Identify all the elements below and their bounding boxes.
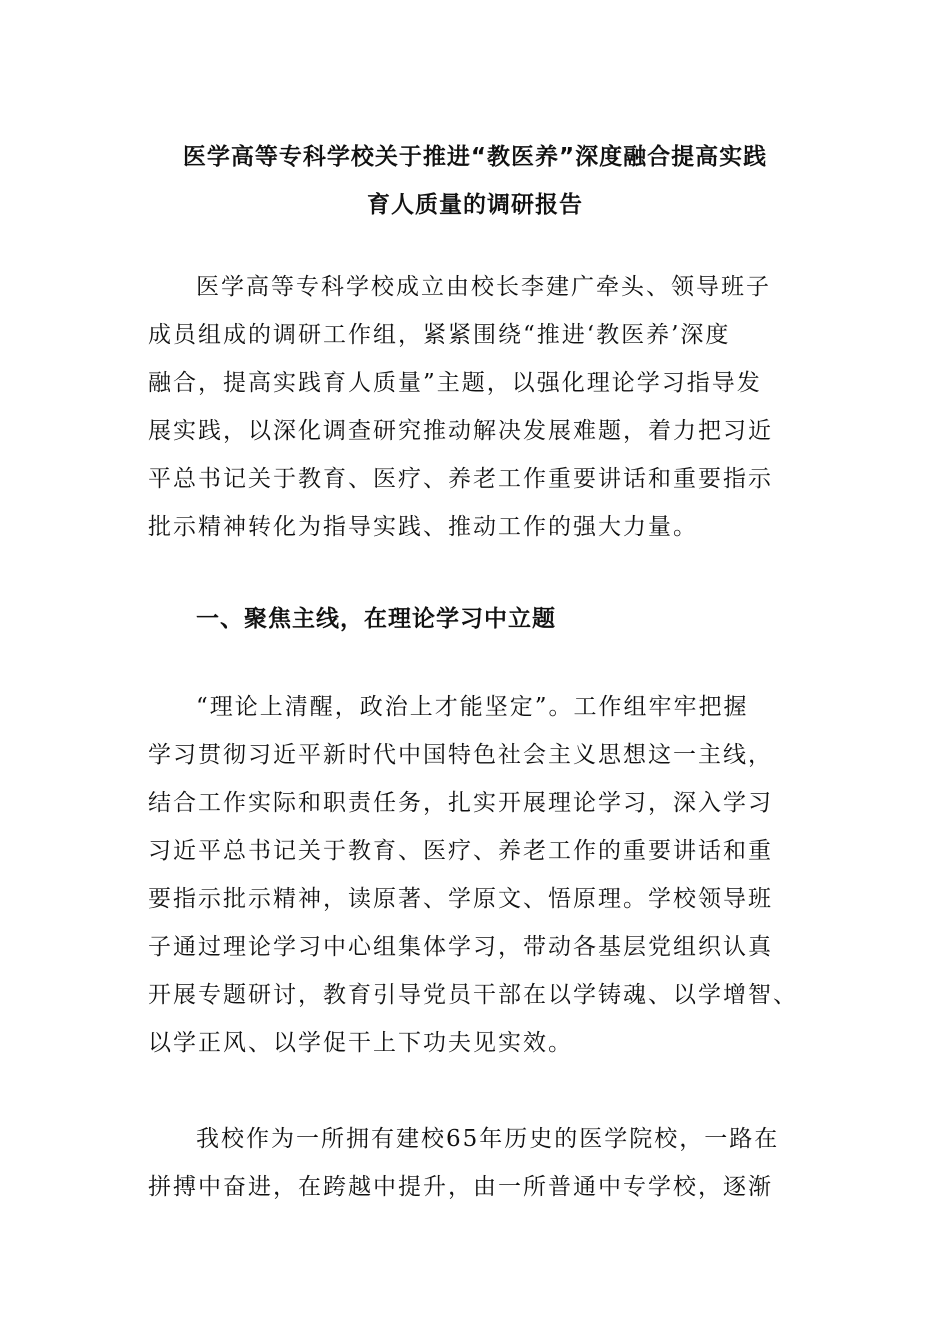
paragraph-2-line-6: 子通过理论学习中心组集体学习，带动各基层党组织认真 — [148, 934, 773, 960]
paragraph-2-line-8: 以学正风、以学促干上下功夫见实效。 — [148, 1030, 573, 1056]
paragraph-3-line-1: 我校作为一所拥有建校65年历史的医学院校，一路在 — [196, 1126, 780, 1152]
paragraph-1-line-1: 医学高等专科学校成立由校长李建广牵头、领导班子 — [196, 274, 771, 300]
paragraph-2-line-5: 要指示批示精神，读原著、学原文、悟原理。学校领导班 — [148, 886, 773, 912]
paragraph-2-line-2: 学习贯彻习近平新时代中国特色社会主义思想这一主线， — [148, 742, 773, 768]
paragraph-1-line-3: 融合，提高实践育人质量”主题，以强化理论学习指导发 — [148, 370, 762, 396]
paragraph-2-line-1: “理论上清醒，政治上才能坚定”。工作组牢牢把握 — [196, 694, 749, 720]
paragraph-1-line-6: 批示精神转化为指导实践、推动工作的强大力量。 — [148, 514, 698, 540]
paragraph-3-line-2: 拼搏中奋进，在跨越中提升，由一所普通中专学校，逐渐 — [148, 1174, 773, 1200]
document-title-line-1: 医学高等专科学校关于推进“教医养”深度融合提高实践 — [182, 144, 768, 170]
paragraph-1-line-2: 成员组成的调研工作组，紧紧围绕“推进‘教医养’深度 — [148, 322, 731, 348]
paragraph-2-line-3: 结合工作实际和职责任务，扎实开展理论学习，深入学习 — [148, 790, 773, 816]
paragraph-1-line-5: 平总书记关于教育、医疗、养老工作重要讲话和重要指示 — [148, 466, 773, 492]
paragraph-2-line-7: 开展专题研讨，教育引导党员干部在以学铸魂、以学增智、 — [148, 982, 798, 1008]
paragraph-1-line-4: 展实践，以深化调查研究推动解决发展难题，着力把习近 — [148, 418, 773, 444]
document-title-line-2: 育人质量的调研报告 — [367, 192, 583, 218]
paragraph-2-line-4: 习近平总书记关于教育、医疗、养老工作的重要讲话和重 — [148, 838, 773, 864]
section-1-heading: 一、聚焦主线，在理论学习中立题 — [196, 606, 556, 632]
